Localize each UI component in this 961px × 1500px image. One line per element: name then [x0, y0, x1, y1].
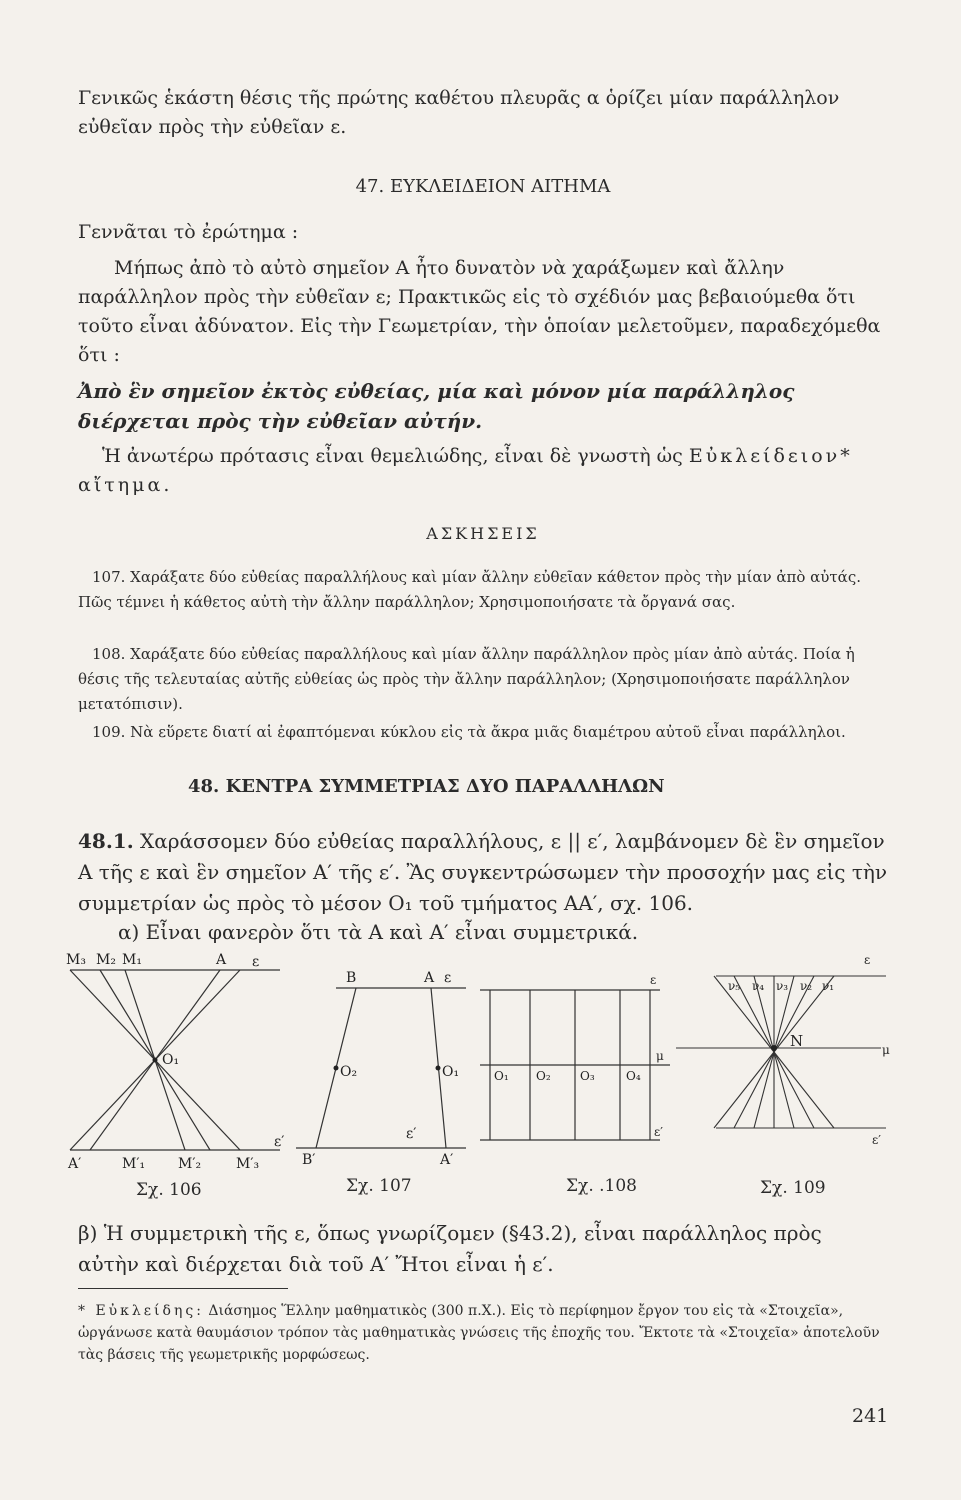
section-47-paragraph: Μήπως ἀπὸ τὸ αὐτὸ σημεῖον Α ἦτο δυνατὸν νὰ χαράξωμεν καὶ ἄλλην παράλληλον πρὸς τὴν εὐθεῖαν ε; Πρακτικῶς εἰς τὸ σχέδιόν μας βεβαιούμεθα ὅτι τοῦτο εἶναι ἀδύνατον. Εἰς τὴν Γεωμετρίαν, τὴν ὁποίαν μελετοῦμεν, παραδεχόμεθα ὅτι :: [78, 257, 881, 366]
label-a-prime: A′: [440, 1152, 454, 1168]
exercise-109: 109. Νὰ εὕρετε διατί αἱ ἐφαπτόμεναι κύκλου εἰς τὰ ἄκρα μιᾶς διαμέτρου αὐτοῦ εἶναι παράλληλοι.: [92, 723, 846, 741]
label-m2: M₂: [96, 952, 116, 968]
label-v1: ν₁: [822, 979, 835, 993]
section-47-paragraph-2: [78, 442, 888, 500]
label-e-prime: ε′: [406, 1126, 417, 1142]
label-o4: O₄: [626, 1069, 641, 1083]
label-m3: M₃: [66, 952, 86, 968]
section-47-question: Γεννᾶται τὸ ἐρώτημα :: [78, 221, 299, 243]
label-m1: M₁: [122, 952, 142, 968]
axiom-note: Ἡ ἀνωτέρω πρότασις εἶναι θεμελιώδης, εἶναι δὲ γνωστὴ ὡς: [102, 445, 683, 467]
footnote: [78, 1300, 898, 1366]
point-o1: [153, 1058, 158, 1063]
label-a-prime: A′: [68, 1156, 82, 1172]
label-e-prime: ε′: [654, 1125, 663, 1139]
label-v4: ν₄: [752, 979, 765, 993]
label-m3-prime: M′₃: [236, 1156, 260, 1172]
axiom-name: Εὐκλείδειον* αἴτημα.: [78, 445, 853, 496]
label-o2: O₂: [536, 1069, 551, 1083]
figure-109: [676, 938, 906, 1168]
point-o2: [334, 1066, 339, 1071]
label-n: N: [790, 1032, 804, 1050]
label-b: B: [346, 970, 357, 986]
label-e: ε: [864, 953, 871, 967]
label-a: A: [216, 952, 227, 968]
label-o2: O₂: [340, 1064, 358, 1080]
section-47-title: 47. ΕΥΚΛΕΙΔΕΙΟΝ ΑΙΤΗΜΑ: [355, 176, 611, 197]
caption-fig-106: Σχ. 106: [136, 1180, 202, 1200]
section-48-paragraph: [78, 826, 888, 919]
intro-paragraph: Γενικῶς ἑκάστη θέσις τῆς πρώτης καθέτου πλευρᾶς α ὁρίζει μίαν παράλληλον εὐθεῖαν πρὸς τὴν εὐθεῖαν ε.: [78, 87, 840, 138]
label-e-prime: ε′: [274, 1134, 285, 1150]
euclid-axiom: Ἀπὸ ἓν σημεῖον ἐκτὸς εὐθείας, μία καὶ μόνον μία παράλληλος διέρχεται πρὸς τὴν εὐθεῖαν αὐτήν.: [78, 379, 795, 433]
label-e: ε: [252, 954, 260, 970]
point-n: [771, 1045, 777, 1051]
label-m2-prime: M′₂: [178, 1156, 202, 1172]
page-number: 241: [852, 1405, 889, 1427]
footnote-text: Διάσημος Ἕλλην μαθηματικὸς (300 π.Χ.). Εἰς τὸ περίφημον ἔργον του εἰς τὰ «Στοιχεῖα», ὠργάνωσε κατὰ θαυμάσιον τρόπον τὰς μαθηματικὰς γνώσεις τῆς ἐποχῆς του. Ἔκτοτε τὰ «Στοιχεῖα» ἀποτελοῦν τὰς βάσεις τῆς γεωμετρικῆς μορφώσεως.: [78, 1303, 880, 1363]
label-b-prime: B′: [302, 1152, 316, 1168]
label-e-prime: ε′: [872, 1133, 881, 1147]
footnote-rule: [78, 1288, 288, 1289]
label-m1-prime: M′₁: [122, 1156, 146, 1172]
label-e: ε: [444, 970, 452, 986]
figure-107: [296, 968, 476, 1168]
label-v5: ν₅: [728, 979, 741, 993]
exercises-heading: ΑΣΚΗΣΕΙΣ: [426, 524, 540, 543]
caption-fig-108: Σχ. .108: [566, 1176, 637, 1196]
label-v2: ν₂: [800, 979, 813, 993]
section-48-text: Χαράσσομεν δύο εὐθείας παραλλήλους, ε || ε′, λαμβάνομεν δὲ ἓν σημεῖον Α τῆς ε καὶ ἓν σημεῖον Α′ τῆς ε′. Ἂς συγκεντρώσωμεν τὴν προσοχήν μας εἰς τὴν συμμετρίαν ὡς πρὸς τὸ μέσον Ο₁ τοῦ τμήματος ΑΑ′, σχ. 106.: [78, 829, 888, 915]
caption-fig-107: Σχ. 107: [346, 1176, 412, 1196]
subsection-number: 48.1.: [78, 829, 134, 853]
label-v3: ν₃: [776, 979, 789, 993]
point-o1: [436, 1066, 441, 1071]
label-o1: O₁: [162, 1052, 180, 1068]
exercise-107: 107. Χαράξατε δύο εὐθείας παραλλήλους καὶ μίαν ἄλλην εὐθεῖαν κάθετον πρὸς τὴν μίαν ἀπὸ αὐτάς. Πῶς τέμνει ἡ κάθετος αὐτὴ τὴν ἄλλην παράλληλον; Χρησιμοποιήσατε τὰ ὄργανά σας.: [78, 568, 861, 611]
caption-fig-109: Σχ. 109: [760, 1178, 826, 1198]
statement-b: β) Ἡ συμμετρικὴ τῆς ε, ὅπως γνωρίζομεν (§43.2), εἶναι παράλληλος πρὸς αὐτὴν καὶ διέρχεται διὰ τοῦ Α′ Ἤτοι εἶναι ἡ ε′.: [78, 1221, 822, 1276]
label-o3: O₃: [580, 1069, 595, 1083]
figure-108: [480, 970, 690, 1170]
label-e: ε: [650, 973, 657, 987]
label-o1: O₁: [494, 1069, 509, 1083]
section-48-title: 48. ΚΕΝΤΡΑ ΣΥΜΜΕΤΡΙΑΣ ΔΥΟ ΠΑΡΑΛΛΗΛΩΝ: [188, 776, 665, 797]
footnote-name: * Εὐκλείδης:: [78, 1303, 204, 1319]
label-o1: O₁: [442, 1064, 460, 1080]
label-mu: μ: [656, 1049, 664, 1063]
figure-106: [66, 950, 290, 1172]
exercise-108: 108. Χαράξατε δύο εὐθείας παραλλήλους καὶ μίαν ἄλλην παράλληλον πρὸς μίαν ἀπὸ αὐτάς. Ποία ἡ θέσις τῆς τελευταίας αὐτῆς εὐθείας ὡς πρὸς τὴν ἄλλην παράλληλον; (Χρησιμοποιήσατε παράλληλον μετατόπισιν).: [78, 645, 855, 713]
label-a: A: [424, 970, 435, 986]
statement-a: α) Εἶναι φανερὸν ὅτι τὰ Α καὶ Α′ εἶναι συμμετρικά.: [118, 920, 639, 944]
label-mu: μ: [882, 1043, 890, 1057]
